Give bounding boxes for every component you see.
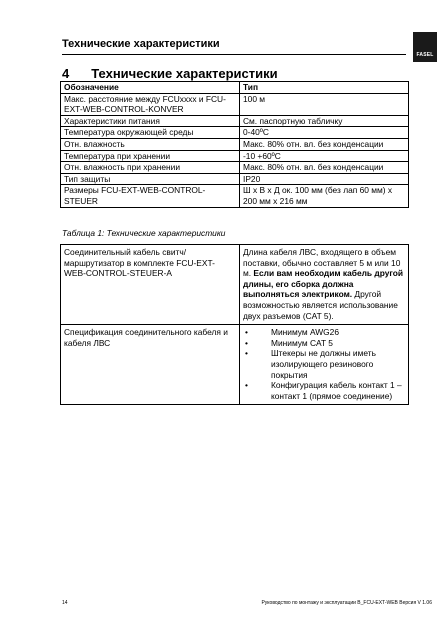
cable-cell-description	[240, 245, 409, 325]
table-row	[61, 138, 409, 150]
table-row	[61, 325, 409, 405]
bullet-icon: •	[245, 380, 248, 391]
spec-header-type: Тип	[240, 82, 409, 94]
table-row	[61, 173, 409, 185]
cable-text-intro: Длина кабеля ЛВС, входящего в объем поставки, обычно составляет 5 м или 10 м.	[243, 247, 401, 279]
table-caption: Таблица 1: Технические характеристики	[62, 228, 226, 238]
table-row	[61, 115, 409, 127]
table-row	[61, 245, 409, 325]
list-item	[243, 338, 405, 349]
section-title: Технические характеристики	[91, 66, 278, 81]
cable-cell-label: Спецификация соединительного кабеля и кабеля ЛВС	[61, 325, 240, 405]
bullet-text: Минимум AWG26	[271, 327, 339, 338]
spec-table-header-row	[61, 82, 409, 94]
spec-cell-label: Макс. расстояние между FCUxxxx и FCU-EXT-WEB-CONTROL-KONVER	[61, 93, 240, 115]
running-header-title: Технические характеристики	[62, 38, 220, 50]
spec-cell-value: Макс. 80% отн. вл. без конденсации	[240, 138, 409, 150]
bullet-icon: •	[245, 337, 248, 348]
bullet-text: Конфигурация кабель контакт 1 – контакт 1 (прямое соединение)	[271, 380, 402, 401]
spec-cell-value: IP20	[240, 173, 409, 185]
bullet-text: Штекеры не должны иметь изолирующего резинового покрытия	[271, 348, 376, 380]
table-row	[61, 185, 409, 207]
spec-cell-label: Температура окружающей среды	[61, 127, 240, 139]
spec-cell-label: Отн. влажность	[61, 138, 240, 150]
spec-cell-value: 100 м	[240, 93, 409, 115]
spec-cell-label: Тип защиты	[61, 173, 240, 185]
cable-text-outro: Другой возможностью является использование двух разъемов (CAT 5).	[243, 289, 398, 321]
list-item	[243, 327, 405, 338]
table-row	[61, 127, 409, 139]
spec-table	[60, 81, 409, 208]
spec-cell-value: Ш x В x Д ок. 100 мм (без лап 60 мм) x 200 мм x 216 мм	[240, 185, 409, 207]
header-divider	[62, 54, 406, 55]
bullet-icon: •	[245, 327, 248, 338]
spec-cell-value: См. паспортную табличку	[240, 115, 409, 127]
section-number: 4	[62, 66, 70, 81]
bullet-text: Минимум CAT 5	[271, 337, 333, 348]
bullet-icon: •	[245, 348, 248, 359]
fasel-logo: FASEL	[413, 32, 437, 62]
spec-cell-value: Макс. 80% отн. вл. без конденсации	[240, 162, 409, 174]
table-row	[61, 162, 409, 174]
spec-cell-label: Размеры FCU-EXT-WEB-CONTROL-STEUER	[61, 185, 240, 207]
spec-cell-label: Отн. влажность при хранении	[61, 162, 240, 174]
table-row	[61, 150, 409, 162]
table-row	[61, 93, 409, 115]
spec-cell-label: Температура при хранении	[61, 150, 240, 162]
cable-cell-label: Соединительный кабель свитч/маршрутизатор в комплекте FCU-EXT-WEB-CONTROL-STEUER-A	[61, 245, 240, 325]
page-number: 14	[62, 600, 68, 606]
spec-header-designation: Обозначение	[61, 82, 240, 94]
spec-cell-label: Характеристики питания	[61, 115, 240, 127]
section-heading	[62, 66, 278, 81]
cable-text-bold: Если вам необходим кабель другой длины, его сборка должна выполняться электриком.	[243, 268, 404, 300]
list-item	[243, 348, 405, 380]
spec-cell-value: -10 +60ºC	[240, 150, 409, 162]
cable-table	[60, 244, 409, 405]
list-item	[243, 380, 405, 401]
spec-cell-value: 0-40ºC	[240, 127, 409, 139]
cable-cell-bullets	[240, 325, 409, 405]
footer-doc-title: Руководство по монтажу и эксплуатации B_FCU-EXT-WEB Версия V 1.06	[261, 600, 432, 606]
